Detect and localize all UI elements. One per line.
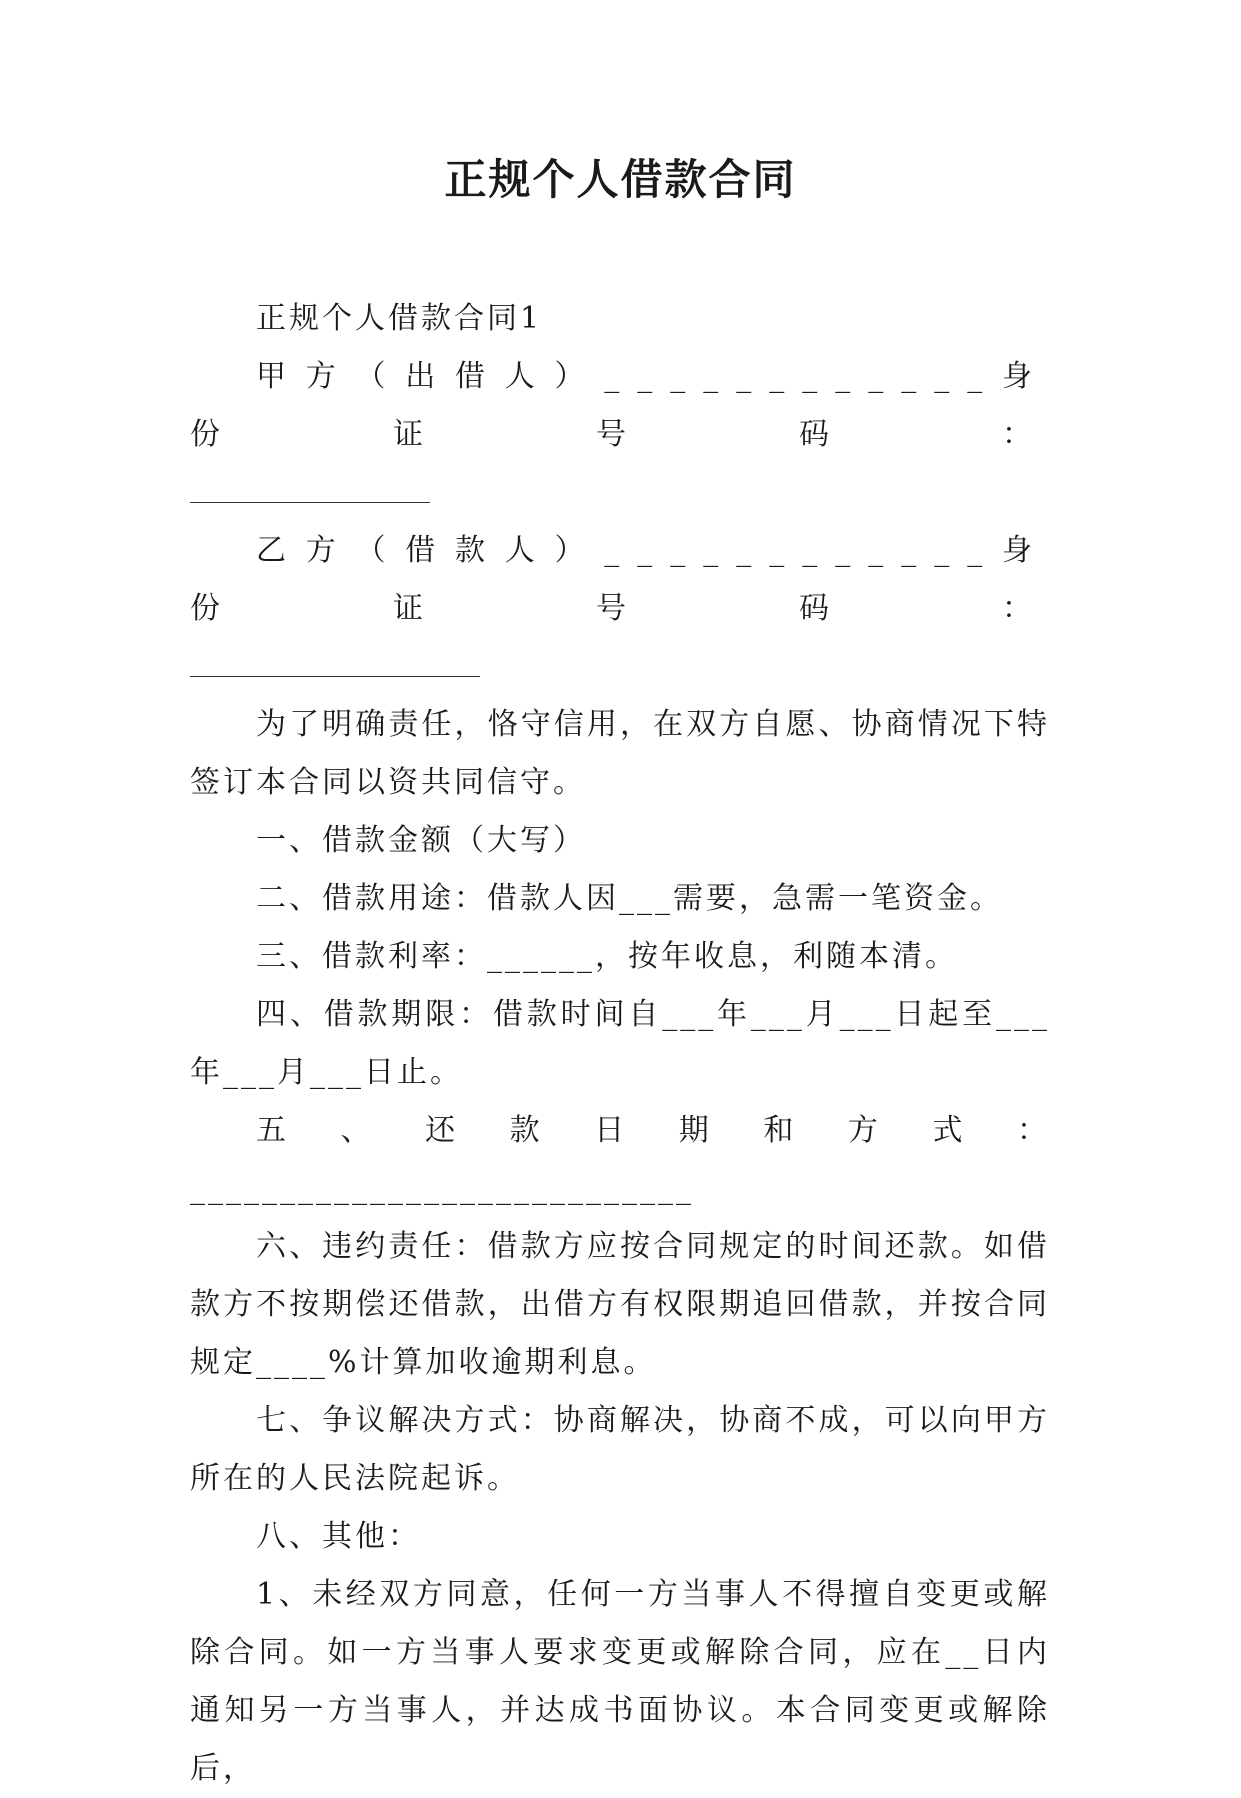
clause-purpose: 二、借款用途：借款人因___需要，急需一笔资金。: [256, 881, 1003, 916]
party-b-id-underline: [190, 676, 480, 677]
clause-amount: 一、借款金额（大写）: [256, 823, 586, 858]
clause-term: 四、借款期限：借款时间自___年___月___日起至___年___月___日止。: [190, 997, 1050, 1090]
clause-liability: 六、违约责任：借款方应按合同规定的时间还款。如借款方不按期偿还借款，出借方有权限期追回借款，并按合同规定____%计算加收逾期利息。: [190, 1229, 1050, 1380]
preamble-paragraph: 为了明确责任，恪守信用，在双方自愿、协商情况下特签订本合同以资共同信守。: [190, 707, 1050, 800]
party-b-line: 乙方（借款人）____________身份证号码：: [190, 533, 1050, 626]
clause-other-item-1: 1、未经双方同意，任何一方当事人不得擅自变更或解除合同。如一方当事人要求变更或解除合同，应在__日内通知另一方当事人，并达成书面协议。本合同变更或解除后，: [190, 1577, 1050, 1786]
party-a-id-underline: [190, 502, 430, 503]
document-body: [190, 290, 1050, 1798]
clause-repayment: 五、还款日期和方式：____________________________: [190, 1113, 1050, 1206]
party-a-id-blank: [190, 464, 1050, 522]
clause-dispute: 七、争议解决方式：协商解决，协商不成，可以向甲方所在的人民法院起诉。: [190, 1403, 1050, 1496]
clause-interest: 三、借款利率：______，按年收息，利随本清。: [256, 939, 958, 974]
document-title: 正规个人借款合同: [444, 155, 797, 204]
party-b-id-blank: [190, 638, 1050, 696]
contract-subtitle: 正规个人借款合同1: [256, 301, 543, 336]
clause-other: 八、其他：: [256, 1519, 421, 1554]
party-a-line: 甲方（出借人）____________身份证号码：: [190, 359, 1050, 452]
